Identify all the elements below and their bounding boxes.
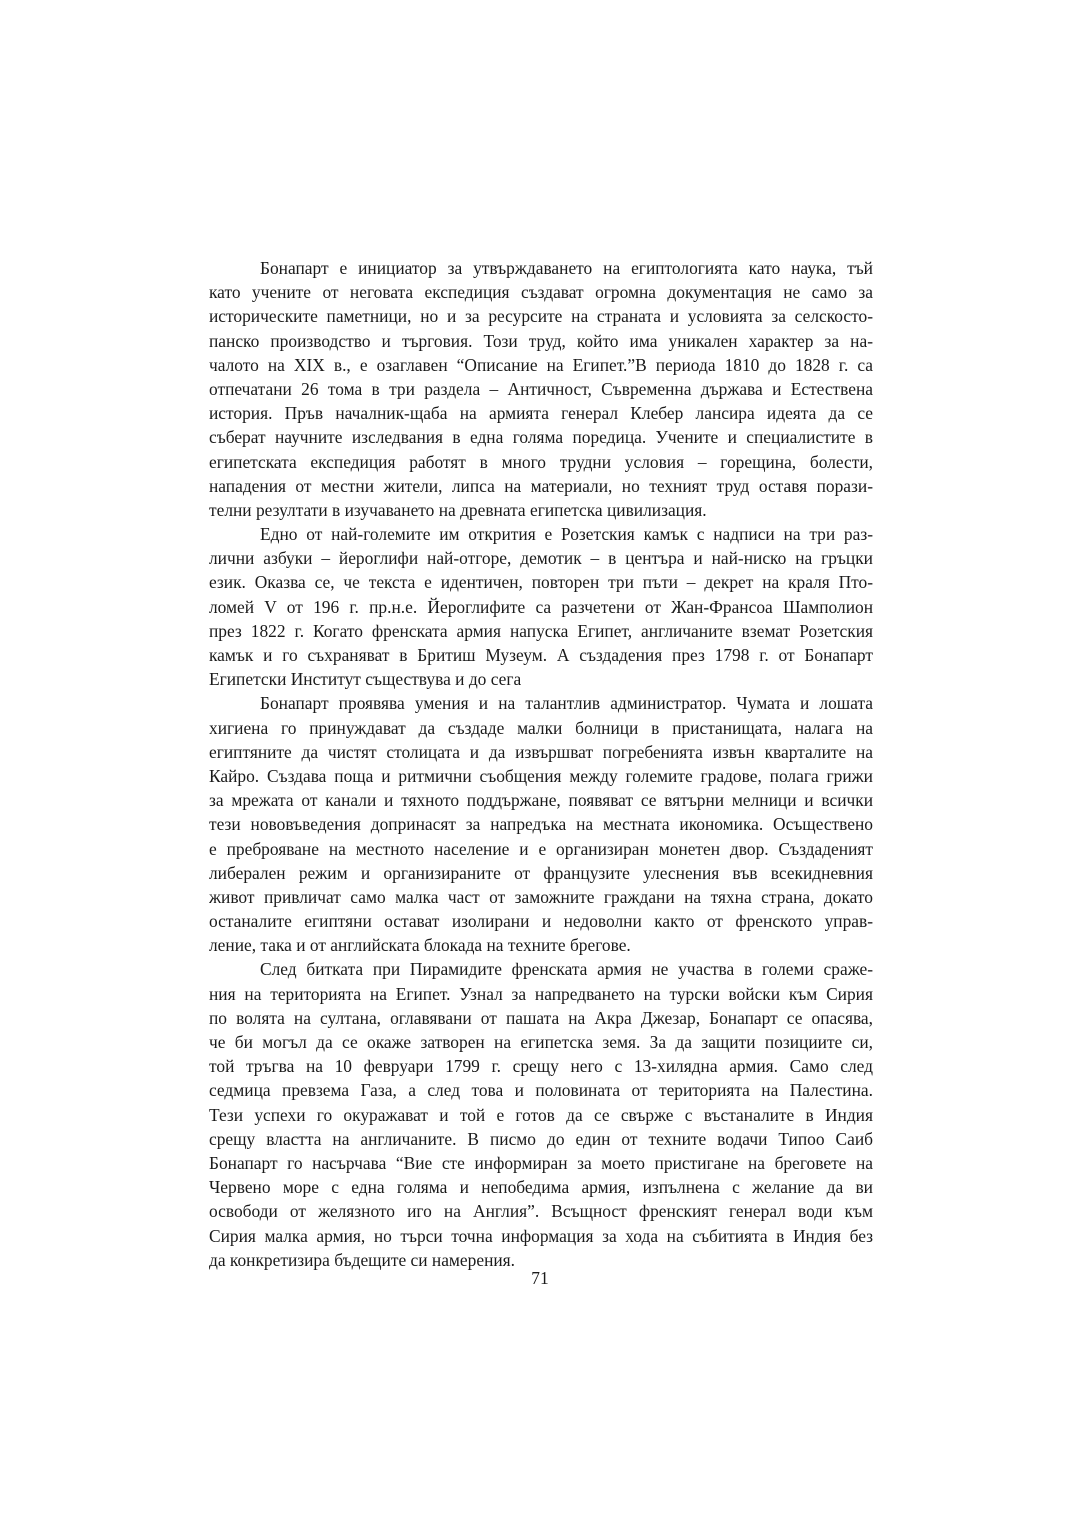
text-line: той тръгва на 10 февруари 1799 г. срещу него с 13-хилядна армия. Само след [209,1056,873,1077]
text-line: Египетски Институт съществува и до сега [209,669,522,690]
text-line: Бонапарт проявява умения и на талантлив администратор. Чумата и лошата [260,693,873,714]
text-line: история. Пръв началник-щаба на армията генерал Клебер лансира идеята да се [209,403,873,424]
text-line: Тези успехи го окуражават и той е готов да се свърже с въстаналите в Индия [209,1104,873,1125]
text-line: тези нововъведения допринасят за напредъка на местната икономика. Осъществено [209,814,873,835]
text-line: Едно от най-големите им открития е Розетския камък с надписи на три раз- [260,524,873,545]
text-line: останалите египтяни остават изолирани и недоволни както от френското управ- [209,911,873,932]
text-line: за мрежата от канали и тяхното поддържане, появяват се вятърни мелници и всички [209,790,873,811]
text-line: е преброяване на местното население и е организиран монетен двор. Създаденият [209,838,873,859]
body-text [209,256,873,1272]
text-line: египтяните да чистят столицата и да извършват погребенията извън кварталите на [209,741,873,762]
text-line: След битката при Пирамидите френската армия не участва в големи сраже- [260,959,873,980]
text-line: Бонапарт го насърчава “Вие сте информиран за моето пристигане на бреговете на [209,1152,873,1173]
text-line: панско производство и търговия. Този труд, който има уникален характер за на- [209,330,873,351]
paragraph [209,256,873,522]
text-line: ломей V от 196 г. пр.н.е. Йероглифите са разчетени от Жан-Франсоа Шамполион [209,596,873,617]
text-line: като учените от неговата експедиция създават огромна документация не само за [209,282,873,303]
text-line: през 1822 г. Когато френската армия напуска Египет, англичаните вземат Розетския [209,620,873,641]
text-line: по волята на султана, оглавявани от пашата на Акра Джезар, Бонапарт се опасява, [209,1007,873,1028]
text-line: телни резултати в изучаването на древната египетска цивилизация. [209,499,707,520]
text-line: седмица превзема Газа, а след това и половината от територията на Палестина. [209,1080,873,1101]
text-line: Кайро. Създава поща и ритмични съобщения между големите градове, полага грижи [209,765,873,786]
paragraph [209,522,873,691]
text-line: че би могъл да се окаже затворен на египетска земя. За да защити позициите си, [209,1032,873,1052]
paragraph [209,957,873,1271]
text-line: отпечатани 26 тома в три раздела – Античност, Съвременна държава и Естествена [209,378,873,399]
text-line: либерален режим и организираните от французите улеснения във всекидневния [209,862,873,883]
text-line: съберат научните изследвания в една голяма поредица. Учените и специалистите в [209,427,873,448]
text-line: освободи от желязното иго на Англия”. Всъщност френският генерал води към [209,1201,873,1222]
text-line: историческите паметници, но и за ресурсите на страната и условията за селскосто- [209,306,873,327]
text-line: лични азбуки – йероглифи най-отгоре, демотик – в центъра и най-ниско на гръцки [209,548,873,569]
text-line: камък и го съхраняват в Бритиш Музеум. А създадения през 1798 г. от Бонапарт [209,645,873,665]
paragraph [209,691,873,957]
text-line: да конкретизира бъдещите си намерения. [209,1249,516,1270]
text-line: нападения от местни жители, липса на материали, но техният труд оставя порази- [209,475,873,496]
text-line: египетската експедиция работят в много трудни условия – горещина, болести, [209,451,873,472]
text-line: ление, така и от английската блокада на техните брегове. [209,935,631,956]
text-line: Червено море с една голяма и непобедима армия, изпълнена с желание да ви [209,1177,873,1198]
page-number: 71 [531,1268,549,1288]
text-line: Сирия малка армия, но търси точна информация за хода на събитията в Индия без [209,1225,873,1246]
text-line: Бонапарт е инициатор за утвърждаването на египтологията като наука, тъй [260,258,873,278]
text-line: живот привличат само малка част от заможните граждани на тяхна страна, докато [209,886,873,907]
text-line: ния на територията на Египет. Узнал за напредването на турски войски към Сирия [209,983,873,1004]
text-line: език. Оказва се, че текста е идентичен, повторен три пъти – декрет на краля Пто- [209,572,873,593]
text-line: чалото на XIX в., е озаглавен “Описание на Египет.”В периода 1810 до 1828 г. са [209,354,873,375]
text-line: срещу властта на англичаните. В писмо до един от техните водачи Типоо Саиб [209,1128,873,1149]
text-line: хигиена го принуждават да създаде малки болници в пристанищата, налага на [209,717,873,738]
